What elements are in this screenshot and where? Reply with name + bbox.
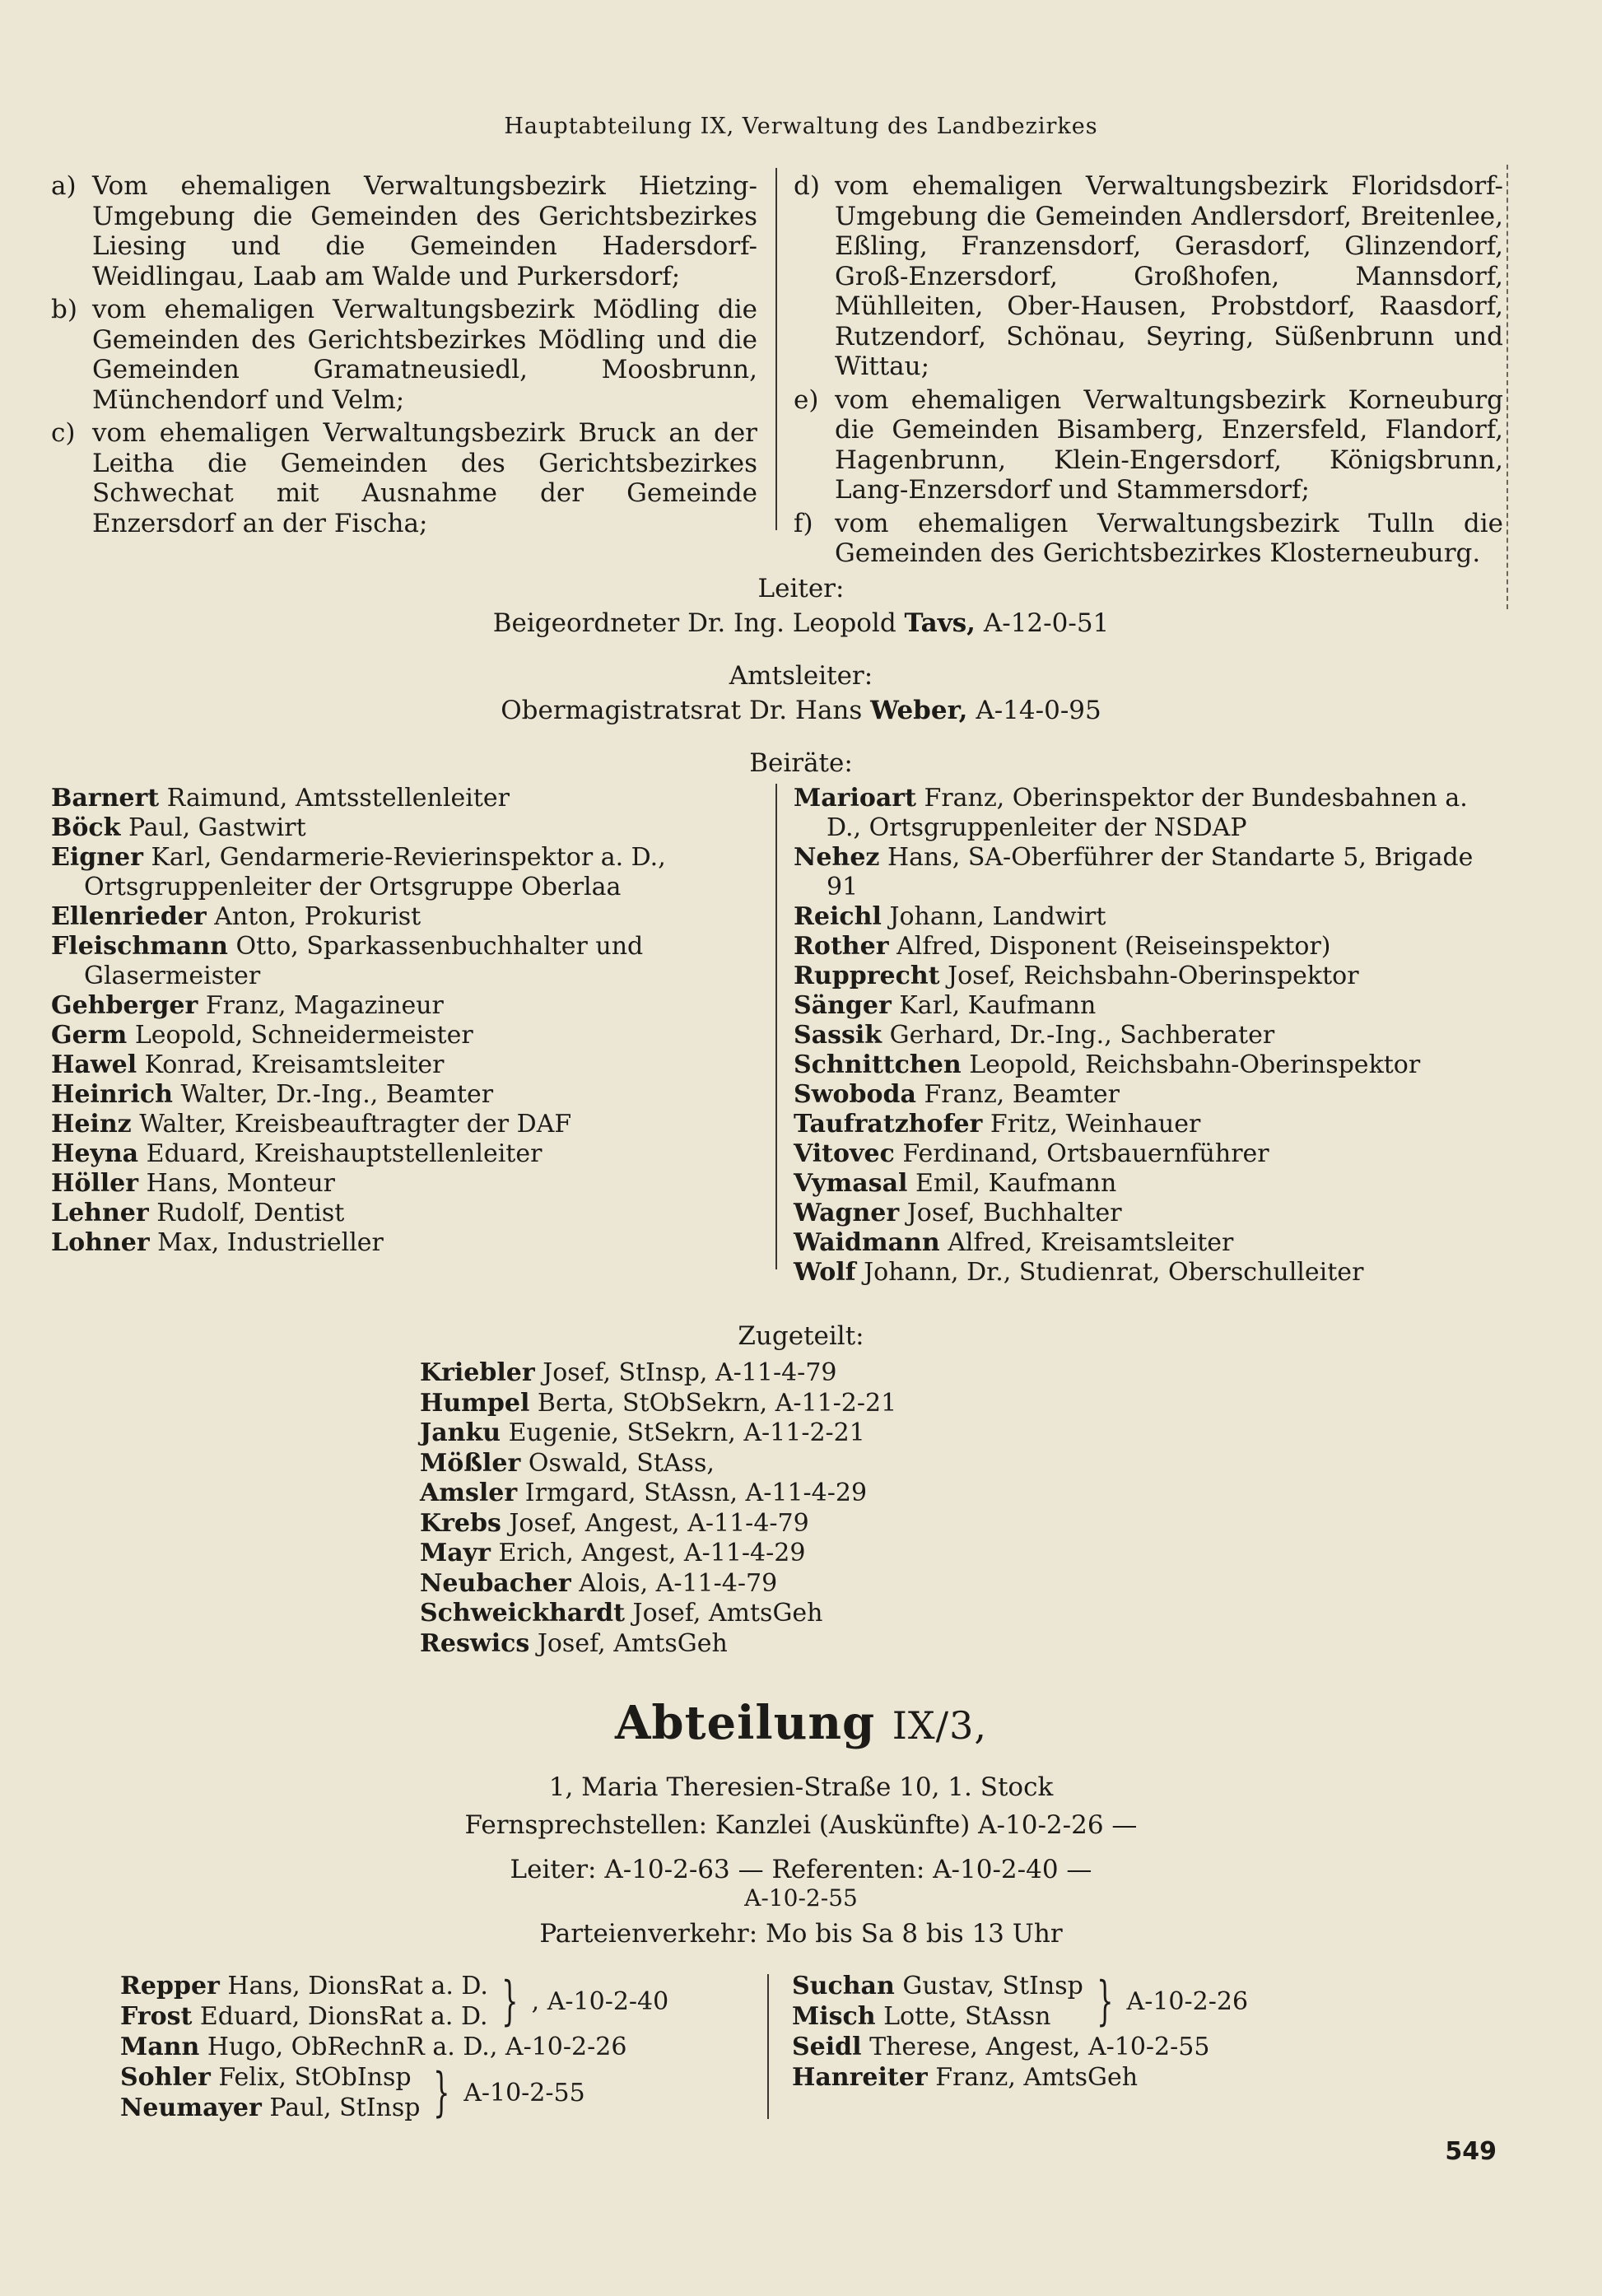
list-item: Kriebler Josef, StInsp, A-11-4-79 [420, 1358, 837, 1387]
list-item: Eigner Karl, Gendarmerie-Revierinspektor a. D., Ortsgruppenleiter der Ortsgruppe Oberlaa [51, 843, 666, 901]
list-item: Taufratzhofer Fritz, Weinhauer [794, 1110, 1201, 1139]
list-item: Barnert Raimund, Amtsstellenleiter [51, 784, 510, 813]
zugeteilt-label: Zugeteilt: [738, 1321, 864, 1351]
brace-glyph: } [501, 1971, 519, 2032]
column-divider-top [775, 168, 777, 530]
list-item: Reichl Johann, Landwirt [794, 902, 1106, 931]
list-item: Krebs Josef, Angest, A-11-4-79 [420, 1508, 809, 1538]
list-item: Sassik Gerhard, Dr.-Ing., Sachberater [794, 1021, 1275, 1050]
list-item: Neubacher Alois, A-11-4-79 [420, 1568, 778, 1598]
brace-glyph: } [1097, 1971, 1114, 2032]
list-item: Heinrich Walter, Dr.-Ing., Beamter [51, 1080, 494, 1109]
district-item: c) vom ehemaligen Verwaltungsbezirk Bruck an der Leitha die Gemeinden des Gerichtsbezirkes Schwechat mit Ausnahme der Gemeinde Enzersdorf an der Fischa; [51, 418, 757, 538]
list-item: Nehez Hans, SA-Oberführer der Standarte 5, Brigade 91 [794, 843, 1474, 901]
list-item: Sohler Felix, StObInsp [120, 2063, 412, 2092]
beiraete-list-left [51, 784, 761, 1258]
amtsleiter-label: Amtsleiter: [729, 661, 873, 691]
page-edge-mark [1507, 165, 1508, 609]
staff-group: Repper Hans, DionsRat a. D. Frost Eduard, DionsRat a. D. } , A-10-2-40 [120, 1971, 669, 2032]
leiter-line: Beigeordneter Dr. Ing. Leopold Tavs, A-12-0-51 [492, 608, 1110, 638]
list-item: Vitovec Ferdinand, Ortsbauernführer [794, 1139, 1269, 1168]
list-item: Germ Leopold, Schneidermeister [51, 1021, 473, 1050]
list-item: Amsler Irmgard, StAssn, A-11-4-29 [420, 1479, 868, 1507]
column-divider-staff [767, 1974, 769, 2119]
list-item: Lohner Max, Industrieller [51, 1228, 384, 1257]
address-line: 1, Maria Theresien-Straße 10, 1. Stock [548, 1772, 1054, 1802]
list-item: Reswics Josef, AmtsGeh [420, 1628, 728, 1658]
list-item: Janku Eugenie, StSekrn, A-11-2-21 [420, 1418, 865, 1447]
list-item: Heyna Eduard, Kreishauptstellenleiter [51, 1139, 543, 1168]
list-item: Humpel Berta, StObSekrn, A-11-2-21 [420, 1388, 897, 1418]
list-item: Ellenrieder Anton, Prokurist [51, 902, 421, 931]
phones-line: Fernsprechstellen: Kanzlei (Auskünfte) A-10-2-26 — [464, 1810, 1138, 1840]
beiraete-list-right [794, 784, 1503, 1288]
staff-list-right [792, 1971, 1248, 2093]
list-item: Gehberger Franz, Magazineur [51, 991, 444, 1020]
office-hours: Parteienverkehr: Mo bis Sa 8 bis 13 Uhr [539, 1919, 1063, 1949]
list-item: Höller Hans, Monteur [51, 1169, 336, 1198]
beiraete-label: Beiräte: [749, 748, 853, 778]
district-item: e) vom ehemaligen Verwaltungsbezirk Korneuburg die Gemeinden Bisamberg, Enzersfeld, Flandorf, Hagenbrunn, Klein-Engersdorf, Königsbrunn, Lang-Enzersdorf und Stammersdorf; [794, 384, 1503, 505]
running-header: Hauptabteilung IX, Verwaltung des Landbezirkes [504, 114, 1098, 139]
list-item: Sänger Karl, Kaufmann [794, 991, 1097, 1020]
list-item: Schnittchen Leopold, Reichsbahn-Oberinspektor [794, 1050, 1421, 1079]
staff-group: Suchan Gustav, StInsp Misch Lotte, StAssn } A-10-2-26 [792, 1971, 1249, 2032]
list-item: Hanreiter Franz, AmtsGeh [792, 2063, 1139, 2092]
column-divider-beiraete [775, 784, 777, 1269]
list-item: Misch Lotte, StAssn [792, 2002, 1051, 2031]
list-item: Frost Eduard, DionsRat a. D. [120, 2002, 488, 2031]
amtsleiter-line: Obermagistratsrat Dr. Hans Weber, A-14-0-95 [501, 696, 1101, 725]
leiter-referenten-line: Leiter: A-10-2-63 — Referenten: A-10-2-40 — [510, 1855, 1092, 1884]
brace-glyph: } [433, 2062, 451, 2123]
list-item: Seidl Therese, Angest, A-10-2-55 [792, 2033, 1210, 2061]
list-item: Schweickhardt Josef, AmtsGeh [420, 1599, 823, 1628]
list-item: Rother Alfred, Disponent (Reiseinspektor) [794, 932, 1331, 961]
list-item: Marioart Franz, Oberinspektor der Bundesbahnen a. D., Ortsgruppenleiter der NSDAP [794, 784, 1468, 842]
list-item: Lehner Rudolf, Dentist [51, 1199, 345, 1227]
list-item: Mann Hugo, ObRechnR a. D., A-10-2-26 [120, 2033, 627, 2061]
staff-list-left [120, 1971, 668, 2123]
list-item: Mayr Erich, Angest, A-11-4-29 [420, 1539, 806, 1567]
page-number: 549 [1445, 2137, 1497, 2166]
list-item: Rupprecht Josef, Reichsbahn-Oberinspektor [794, 962, 1359, 990]
list-item: Vymasal Emil, Kaufmann [794, 1169, 1117, 1198]
list-item: Wagner Josef, Buchhalter [794, 1199, 1122, 1227]
list-item: Fleischmann Otto, Sparkassenbuchhalter und Glasermeister [51, 932, 644, 990]
list-item: Mößler Oswald, StAss, [420, 1448, 715, 1478]
staff-group: Sohler Felix, StObInsp Neumayer Paul, StInsp } A-10-2-55 [120, 2062, 585, 2123]
district-item: a) Vom ehemaligen Verwaltungsbezirk Hietzing-Umgebung die Gemeinden des Gerichtsbezirkes Liesing und die Gemeinden Hadersdorf-Weidlingau, Laab am Walde und Purkersdorf; [51, 171, 757, 291]
list-item: Swoboda Franz, Beamter [794, 1080, 1120, 1109]
list-item: Waidmann Alfred, Kreisamtsleiter [794, 1228, 1234, 1257]
list-item: Böck Paul, Gastwirt [51, 813, 306, 842]
district-item: b) vom ehemaligen Verwaltungsbezirk Mödling die Gemeinden des Gerichtsbezirkes Mödling und die Gemeinden Gramatneusiedl, Moosbrunn, Münchendorf und Velm; [51, 295, 757, 415]
list-item: Heinz Walter, Kreisbeauftragter der DAF [51, 1110, 572, 1139]
leiter-label: Leiter: [757, 574, 845, 603]
list-item: Suchan Gustav, StInsp [792, 1972, 1083, 2000]
list-item: Wolf Johann, Dr., Studienrat, Oberschulleiter [794, 1258, 1364, 1287]
leiter-referenten-line-cont: A-10-2-55 [744, 1884, 858, 1912]
zugeteilt-list [420, 1358, 896, 1659]
list-item: Repper Hans, DionsRat a. D. [120, 1972, 488, 2000]
district-list-left [51, 171, 757, 542]
section-heading: Abteilung IX/3, [614, 1696, 988, 1750]
list-item: Hawel Konrad, Kreisamtsleiter [51, 1050, 445, 1079]
list-item: Neumayer Paul, StInsp [120, 2093, 421, 2122]
district-item: f) vom ehemaligen Verwaltungsbezirk Tulln die Gemeinden des Gerichtsbezirkes Klosterneuburg. [794, 508, 1503, 568]
district-item: d) vom ehemaligen Verwaltungsbezirk Floridsdorf-Umgebung die Gemeinden Andlersdorf, Breitenlee, Eßling, Franzensdorf, Gerasdorf, Glinzendorf, Groß-Enzersdorf, Großhofen, Mannsdorf, Mühlleiten, Ober-Hausen, Probstdorf, Raasdorf, Rutzendorf, Schönau, Seyring, Süßenbrunn und Wittau; [794, 171, 1503, 381]
district-list-right [794, 171, 1503, 572]
